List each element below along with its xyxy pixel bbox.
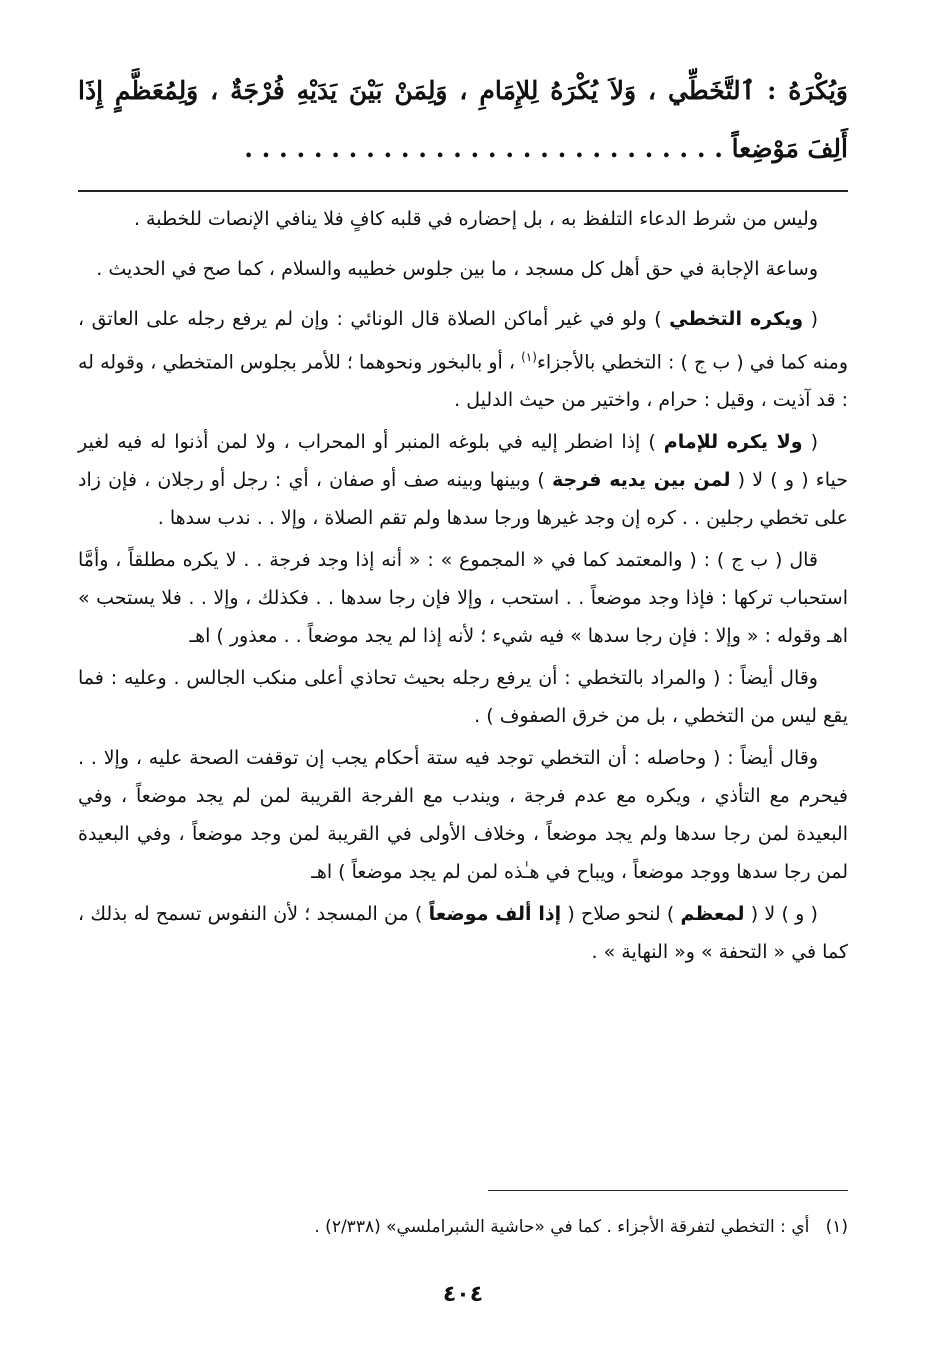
matn-quote-bold: لمعظم [680, 903, 745, 926]
commentary-paragraph-5 [78, 541, 848, 655]
commentary-paragraph-8: ( و ) لا ( لمعظم ) لنحو صلاح ( إذا ألف موضعاً ) من المسجد ؛ لأن النفوس تسمح له بذلك ، كما في « التحفة » و« النهاية » . [78, 903, 848, 964]
footnote-separator-rule [488, 1190, 848, 1191]
paragraph-text: وليس من شرط الدعاء التلفظ به ، بل إحضاره في قلبه كافٍ فلا ينافي الإنصات للخطبة . [133, 208, 818, 230]
footnote-text: أي : التخطي لتفرقة الأجزاء . كما في «حاشية الشبراملسي» (٢/٣٣٨) . [314, 1217, 810, 1237]
matn-quote-bold: ويكره التخطي [669, 308, 804, 330]
matn-text: وَيُكْرَهُ : ٱلتَّخَطِّي ، وَلاَ يُكْرَهُ لِلإِمَامِ ، وَلِمَنْ بَيْنَ يَدَيْهِ فُرْجَةٌ ، وَلِمُعَظَّمٍ إِذَا أَلِفَ مَوْضِعاً . . . . . . . . . . . . . . . . . . . . . . . . . . . . [78, 76, 848, 163]
page-number: ٤٠٤ [442, 1282, 484, 1307]
matn-quote-bold: ولا يكره للإمام [663, 431, 803, 454]
matn-quote-bold: إذا ألف موضعاً [428, 903, 562, 926]
footnote-marker: (١) [521, 350, 537, 364]
commentary-paragraph-2 [78, 250, 848, 288]
footnote-marker: (١) [825, 1217, 848, 1237]
paragraph-text: وقال أيضاً : ( وحاصله : أن التخطي توجد فيه ستة أحكام يجب إن توقفت الصحة عليه ، وإلا . . فيحرم مع التأذي ، ويكره مع عدم فرجة ، ويندب مع الفرجة القريبة لمن لم يجد موضعاً ، وفي البعيدة لمن رجا سدها ولم يجد موضعاً ، وخلاف الأولى في القريبة لمن وجد موضعاً ، وفي البعيدة لمن رجا سدها ووجد موضعاً ، ويباح في هـٰذه لمن لم يجد موضعاً ) اهـ [78, 747, 848, 884]
commentary-paragraph-1 [78, 200, 848, 238]
paragraph-text: وساعة الإجابة في حق أهل كل مسجد ، ما بين جلوس خطيبه والسلام ، كما صح في الحديث . [96, 258, 818, 280]
matn-quote-bold: لمن بين يديه فرجة [551, 469, 731, 492]
commentary-paragraph-6 [78, 659, 848, 735]
matn-separator-rule [78, 190, 848, 192]
commentary-paragraph-3: ( ويكره التخطي ) ولو في غير أماكن الصلاة قال الونائي : وإن لم يرفع رجله على العاتق ، ومنه كما في ( ب ج ) : التخطي بالأجزاء$^{(١)}$ ، أو بالبخور ونحوهما ؛ للأمر بجلوس المتخطي ، وقوله له : قد آذيت ، وقيل : حرام ، واختير من حيث الدليل . [78, 308, 848, 412]
paragraph-text: وقال أيضاً : ( والمراد بالتخطي : أن يرفع رجله بحيث تحاذي أعلى منكب الجالس . وعليه : فما يقع ليس من التخطي ، بل من خرق الصفوف ) . [78, 667, 848, 728]
paragraph-text: قال ( ب ج ) : ( والمعتمد كما في « المجموع » : « أنه إذا وجد فرجة . . لا يكره مطلقاً ، وأمَّا استحباب تركها : فإذا وجد موضعاً . . استحب ، وإلا فإن رجا سدها . . فكذلك ، وإلا . . فلا يستحب » اهـ وقوله : « وإلا : فإن رجا سدها » فيه شيء ؛ لأنه إذا لم يجد موضعاً . . معذور ) اهـ [78, 549, 848, 648]
book-page [78, 62, 848, 1372]
commentary-paragraph-7 [78, 739, 848, 891]
commentary-paragraph-4: ( ولا يكره للإمام ) إذا اضطر إليه في بلوغه المنبر أو المحراب ، ولا لمن أذنوا له فيه لغير حياء ( و ) لا ( لمن بين يديه فرجة ) وبينها وبينه صف أو صفان ، أي : رجل أو رجلان ، فإن زاد على تخطي رجلين . . كره إن وجد غيرها ورجا سدها ولم تقم الصلاة ، وإلا . . ندب سدها . [78, 431, 848, 530]
footnote [78, 1212, 848, 1242]
